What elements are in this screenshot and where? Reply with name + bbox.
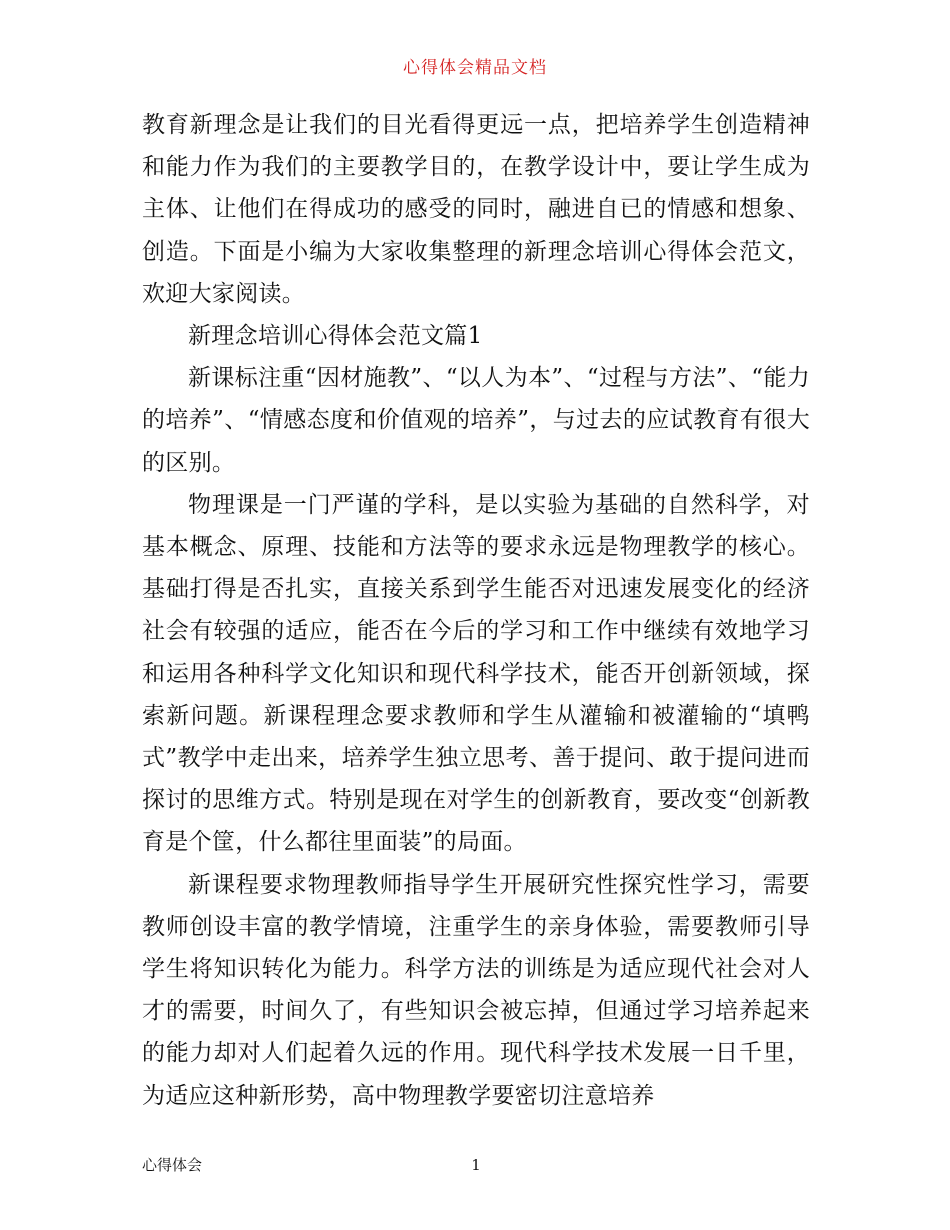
body-paragraph-1: 新课标注重“因材施教”、“以人为本”、“过程与方法”、“能力的培养”、“情感态度和价值观的培养”，与过去的应试教育有很大的区别。 [142,365,810,476]
footer-label: 心得体会 [142,1156,203,1174]
page-header-title: 心得体会精品文档 [403,58,547,78]
page-number: 1 [471,1156,481,1174]
body-paragraph-2: 物理课是一门严谨的学科，是以实验为基础的自然科学，对基本概念、原理、技能和方法等的要求永远是物理教学的核心。基础打得是否扎实，直接关系到学生能否对迅速发展变化的经济社会有较强的适应，能否在今后的学习和工作中继续有效地学习和运用各种科学文化知识和现代科学技术，能否开创新领域，探索新问题。新课程理念要求教师和学生从灌输和被灌输的“填鸭式”教学中走出来，培养学生独立思考、善于提问、敢于提问进而探讨的思维方式。特别是现在对学生的创新教育，要改变“创新教育是个筐，什么都往里面装”的局面。 [142,491,810,856]
body-paragraph-3: 新课程要求物理教师指导学生开展研究性探究性学习，需要教师创设丰富的教学情境，注重学生的亲身体验，需要教师引导学生将知识转化为能力。科学方法的训练是为适应现代社会对人才的需要，时间久了，有些知识会被忘掉，但通过学习培养起来的能力却对人们起着久远的作用。现代科学技术发展一日千里，为适应这种新形势，高中物理教学要密切注意培养 [142,871,810,1109]
intro-paragraph: 教育新理念是让我们的目光看得更远一点，把培养学生创造精神和能力作为我们的主要教学目的，在教学设计中，要让学生成为主体、让他们在得成功的感受的同时，融进自已的情感和想象、创造。下面是小编为大家收集整理的新理念培训心得体会范文，欢迎大家阅读。 [142,112,810,307]
document-body [142,104,810,1117]
page-footer [142,1153,810,1177]
section-heading: 新理念培训心得体会范文篇1 [188,323,483,350]
